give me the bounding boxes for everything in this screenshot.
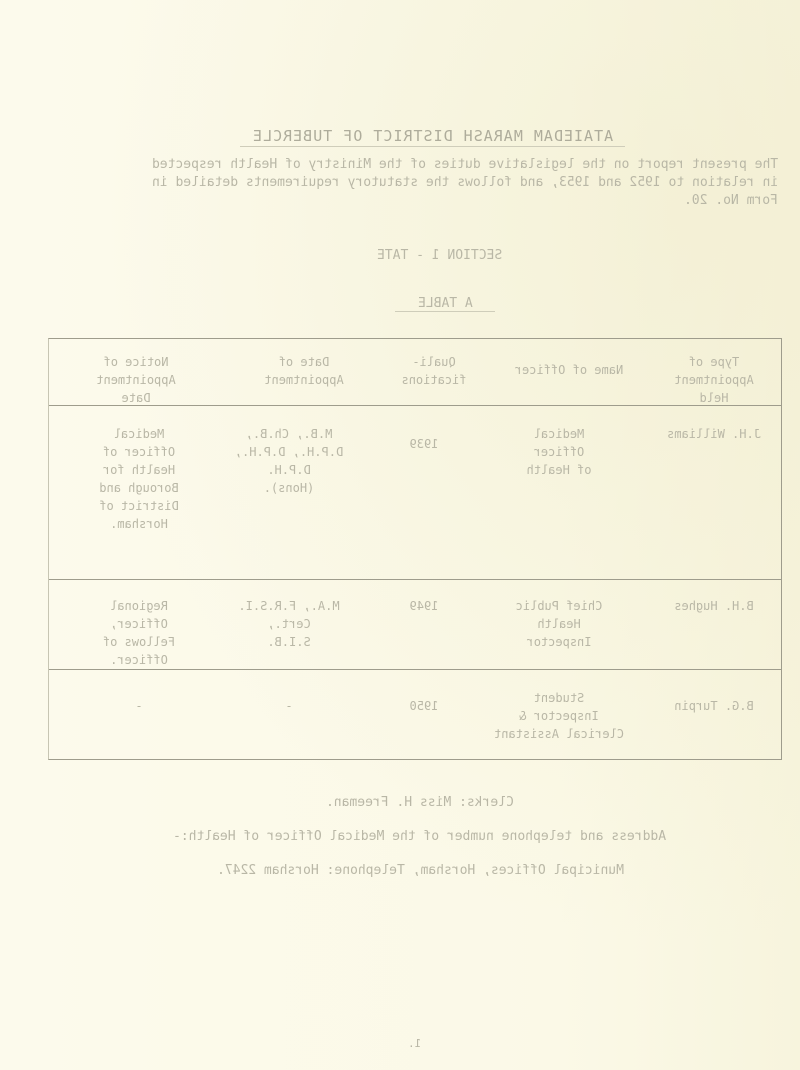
staff-table: [48, 338, 782, 760]
footer-line: Clerks: Miss H. Freeman.: [326, 795, 514, 810]
table-row-cell: Medical Officer of Health: [526, 427, 592, 477]
header-cell: Name of Officer: [514, 363, 624, 377]
footer-line: Municipal Offices, Horsham, Telephone: Horsham 2247.: [216, 863, 624, 878]
table-row-cell: B.H. Hughes: [674, 599, 754, 613]
header-cell: Date of Appointment: [264, 355, 344, 387]
table-row-cell: M.B., Ch.B., D.P.H., D.P.H., D.P.H. (Hons).: [234, 427, 344, 495]
table-row-cell: Medical Officer of Health for Borough and District of Horsham.: [99, 427, 179, 531]
table-row-cell: -: [135, 699, 143, 713]
section-heading: SECTION 1 - TATE: [377, 248, 503, 263]
header-cell: Type of Appointment Held: [674, 355, 754, 405]
table-row-cell: Student Inspector & Clerical Assistant: [493, 691, 625, 741]
header-cell: Notice of Appointment Date: [96, 355, 176, 405]
intro-line: in relation to 1952 and 1953, and follows the statutory requirements detailed in: [151, 175, 778, 190]
row-divider: [49, 579, 781, 581]
table-row-cell: Chief Public Health Inspector: [515, 599, 603, 649]
row-divider: [49, 405, 781, 407]
table-row-cell: 1949: [409, 599, 439, 613]
page-number: 1.: [408, 1037, 422, 1050]
table-row-cell: 1939: [409, 437, 439, 451]
intro-paragraph: [128, 156, 778, 210]
table-row-cell: 1950: [409, 699, 439, 713]
row-divider: [49, 669, 781, 671]
footer-notes: [100, 786, 740, 888]
intro-line: Form No. 20.: [684, 193, 778, 208]
table-row-cell: Regional Officer, Fellows of Officer.: [102, 599, 176, 667]
report-title: ATAIEDAM MARASH DISTRICT OF TUBERCLE: [240, 127, 625, 147]
table-label: A TABLE: [395, 296, 495, 312]
table-row-cell: J.H. Williams: [667, 427, 761, 441]
intro-line: The present report on the legislative duties of the Ministry of Health respected: [151, 157, 778, 172]
footer-line: Address and telephone number of the Medical Officer of Health:-: [173, 829, 667, 844]
table-row-cell: M.A., F.R.S.I. Cert., S.I.B.: [238, 599, 340, 649]
table-row-cell: B.G. Turpin: [674, 699, 754, 713]
header-cell: Quali- fications: [401, 355, 467, 387]
table-row-cell: -: [285, 699, 293, 713]
